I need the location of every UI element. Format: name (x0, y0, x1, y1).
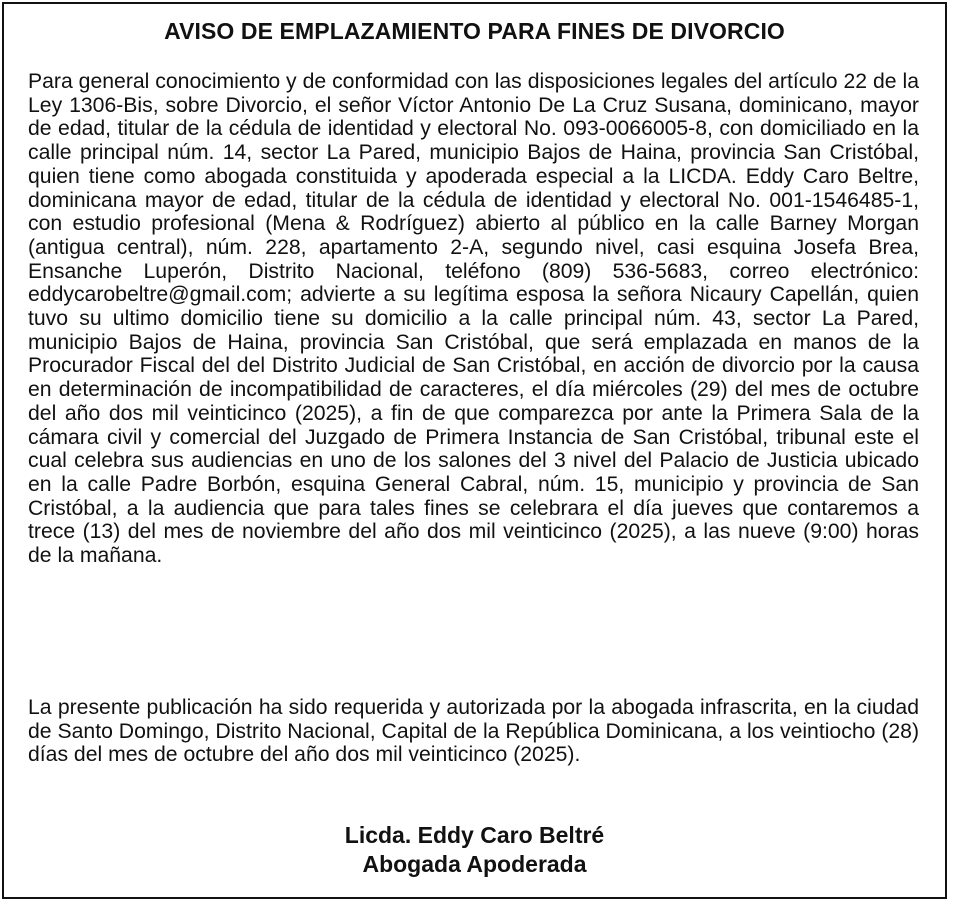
notice-authorization-paragraph: La presente publicación ha sido requerida y autorizada por la abogada infrascrita, en la ciudad de Santo Domingo, Distrito Nacional, Capital de la República Dominicana, a los veintiocho (28) días del mes de octubre del año dos mil veinticinco (2025). (28, 696, 919, 767)
notice-body-paragraph: Para general conocimiento y de conformidad con las disposiciones legales del artículo 22 de la Ley 1306-Bis, sobre Divorcio, el señor Víctor Antonio De La Cruz Susana, dominicano, mayor de edad, titular de la cédula de identidad y electoral No. 093-0066005-8, con domiciliado en la calle principal núm. 14, sector La Pared, municipio Bajos de Haina, provincia San Cristóbal, quien tiene como abogada constituida y apoderada especial a la LICDA. Eddy Caro Beltre, dominicana mayor de edad, titular de la cédula de identidad y electoral No. 001-1546485-1, con estudio profesional (Mena & Rodríguez) abierto al público en la calle Barney Morgan (antigua central), núm. 228, apartamento 2-A, segundo nivel, casi esquina Josefa Brea, Ensanche Luperón, Distrito Nacional, teléfono (809) 536-5683, correo electrónico: eddycarobeltre@gmail.com; advierte a su legítima esposa la señora Nicaury Capellán, quien tuvo su ultimo domicilio tiene su domicilio a la calle principal núm. 43, sector La Pared, municipio Bajos de Haina, provincia San Cristóbal, que será emplazada en manos de la Procurador Fiscal del del Distrito Judicial de San Cristóbal, en acción de divorcio por la causa en determinación de incompatibilidad de caracteres, el día miércoles (29) del mes de octubre del año dos mil veinticinco (2025), a fin de que comparezca por ante la Primera Sala de la cámara civil y comercial del Juzgado de Primera Instancia de San Cristóbal, tribunal este el cual celebra sus audiencias en uno de los salones del 3 nivel del Palacio de Justicia ubicado en la calle Padre Borbón, esquina General Cabral, núm. 15, municipio y provincia de San Cristóbal, a la audiencia que para tales fines se celebrara el día jueves que contaremos a trece (13) del mes de noviembre del año dos mil veinticinco (2025), a las nueve (9:00) horas de la mañana. (28, 70, 919, 568)
signature-role: Abogada Apoderada (362, 851, 587, 877)
signature-block (4, 821, 945, 879)
signature-name: Licda. Eddy Caro Beltré (344, 822, 605, 848)
legal-notice (2, 2, 947, 899)
notice-title: AVISO DE EMPLAZAMIENTO PARA FINES DE DIVORCIO (164, 18, 785, 44)
